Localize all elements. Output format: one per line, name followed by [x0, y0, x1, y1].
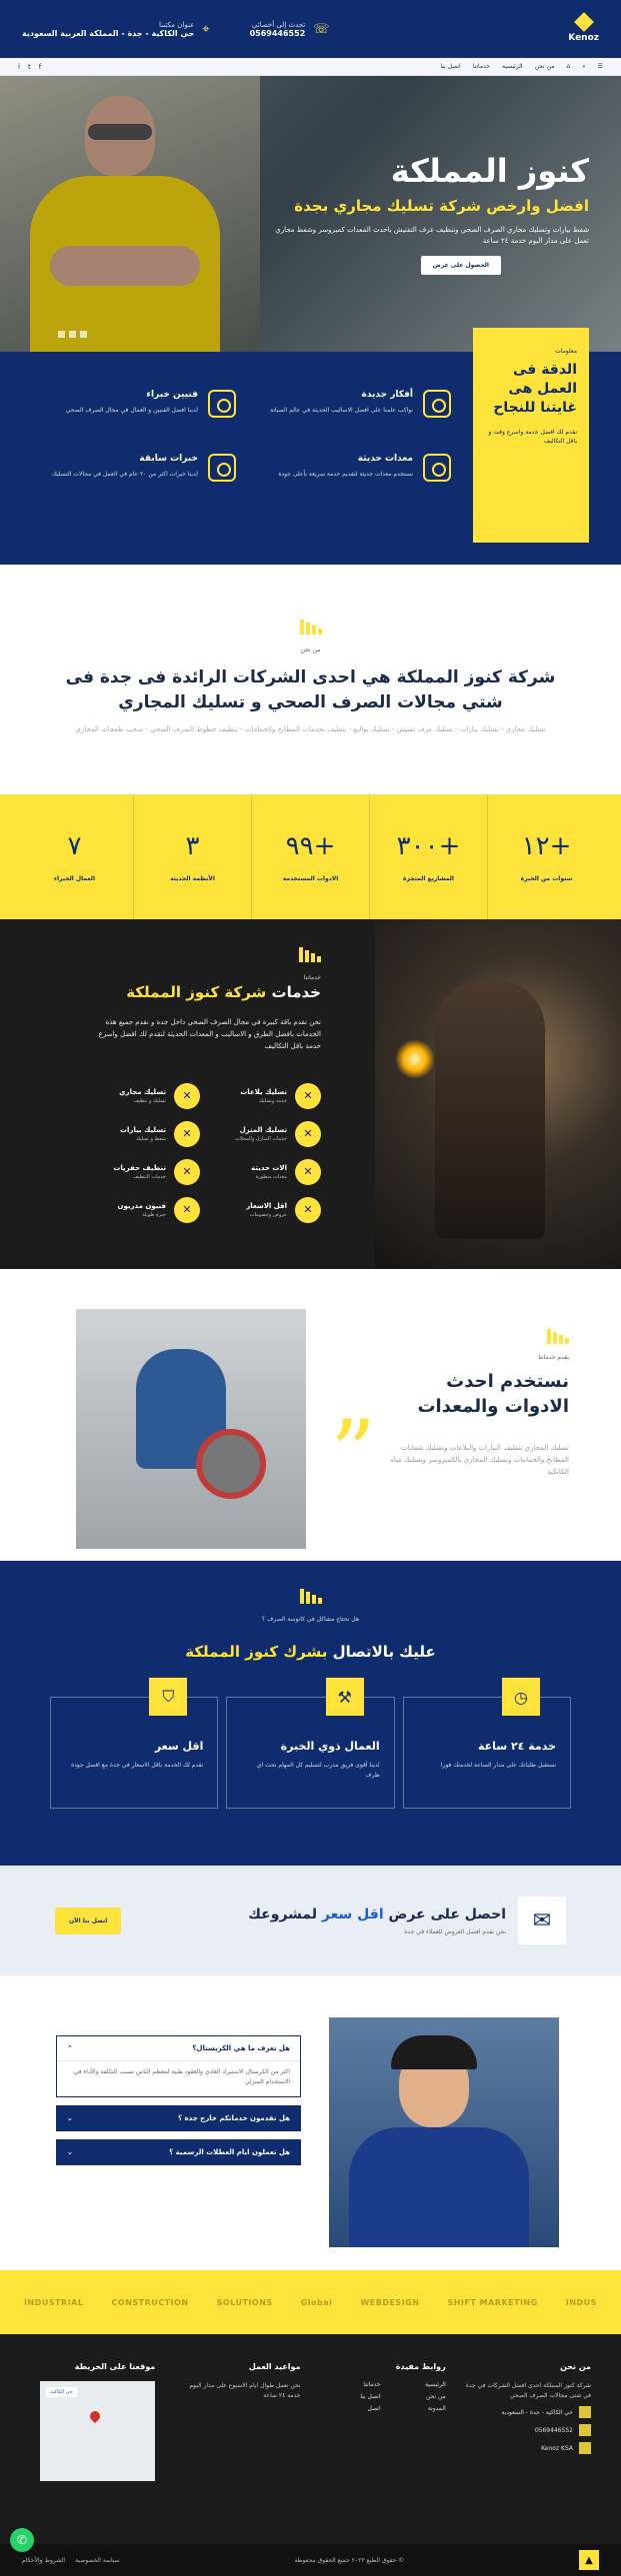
- stat-item: [16, 794, 133, 919]
- whatsapp-icon[interactable]: ✆: [10, 2528, 34, 2552]
- location-icon: [579, 2406, 591, 2418]
- location-label: عنوان مكتبنا: [158, 20, 195, 29]
- faq-list: [56, 2035, 301, 2173]
- location-pin-icon: ⌖: [202, 21, 210, 37]
- clock-icon: ◷: [502, 1678, 540, 1716]
- nav-item-home[interactable]: الرئيسية: [501, 63, 523, 70]
- stat-label: العمال الخبراء: [53, 875, 96, 882]
- services-small: خدماتنا: [303, 974, 321, 981]
- phone-number[interactable]: 0569446552: [249, 28, 306, 38]
- footer-phone[interactable]: 0569446552: [466, 2424, 591, 2436]
- wrench-icon: ✕: [174, 1197, 200, 1223]
- offer-section: [0, 1866, 621, 1975]
- logo-mark-icon: [574, 12, 594, 32]
- robot-arm-icon: [423, 454, 451, 482]
- partners-strip: [0, 2270, 621, 2334]
- why-title: عليك بالاتصال بشرك كنوز المملكة: [185, 1643, 436, 1661]
- service-item[interactable]: [212, 1121, 321, 1147]
- wrench-icon: ✕: [295, 1197, 321, 1223]
- feature-item: [51, 390, 236, 418]
- about-text: تسليك مجاري - تسليك بيارات - تسليك غرف تفتيش - تسليك بواليع - تنظيف بخدمات المطابخ والحمامات - تنظيف خطوط الصرف الصحي - سحب طفحات المجاري: [75, 725, 546, 734]
- footer-link[interactable]: الرئيسية: [425, 2381, 446, 2388]
- envelope-icon: ✉: [518, 1897, 566, 1944]
- hero-description: شفط بيارات وتسليك مجاري الصرف الصحي وتنظيف غرف التفتيش باحدث المعدات كمبروسر وشفط مجاري تعمل على مدار اليوم خدمة ٢٤ ساعة: [275, 226, 589, 245]
- about-section: [0, 565, 621, 794]
- service-item[interactable]: [91, 1197, 200, 1223]
- services-section: [0, 919, 621, 1269]
- footer-links-title: روابط مفيدة: [395, 2362, 446, 2371]
- hero-title: كنوز المملكة: [390, 152, 589, 190]
- partner-logo: INDUS: [565, 2297, 597, 2307]
- stat-label: الادوات المستخدمة: [282, 875, 339, 882]
- footer-map-title: موقعنا على الخريطة: [74, 2362, 156, 2371]
- stat-item: [133, 794, 251, 919]
- wrench-icon: ✕: [174, 1083, 200, 1109]
- why-card: [403, 1687, 571, 1809]
- footer-map: [30, 2362, 155, 2544]
- feature-item: [51, 454, 236, 482]
- why-small: هل نحتاج مشاكل في كانوسة الصرف ؟: [262, 1616, 359, 1623]
- bars-icon: [300, 620, 322, 635]
- tools-title: نستخدم احدث الادوات والمعدات: [417, 1371, 569, 1418]
- faq-question[interactable]: هل تعملون ايام العطلات الرسمية ؟: [169, 2148, 290, 2157]
- stat-label: المشاريع المنجزة: [403, 875, 454, 882]
- stat-value: +٣٠٠: [396, 831, 461, 861]
- top-bar: [0, 0, 621, 58]
- stat-value: ٣: [185, 831, 200, 861]
- slider-dot[interactable]: [80, 331, 87, 338]
- service-item[interactable]: [212, 1159, 321, 1185]
- precision-small: معلومات: [555, 348, 577, 355]
- service-title: فنيون مدربون: [117, 1201, 166, 1210]
- expert-worker-icon: [208, 390, 236, 418]
- nav-menu: [440, 63, 603, 71]
- service-item[interactable]: [212, 1197, 321, 1223]
- chevron-up-icon: ⌃: [67, 2044, 73, 2052]
- logo-text: Kenoz: [568, 33, 599, 43]
- bars-icon: [299, 947, 321, 962]
- phone-icon: [579, 2424, 591, 2436]
- get-quote-button[interactable]: الحصول على عرض: [421, 256, 501, 275]
- faq-question[interactable]: هل تعرف ما هي الكريستال؟: [192, 2044, 290, 2052]
- idea-gear-icon: [423, 390, 451, 418]
- footer-address: حي الكاكية - جدة - السعودية: [466, 2406, 591, 2418]
- drain-machine-image: [76, 1309, 306, 1549]
- partner-logo: WEBDESIGN: [360, 2297, 420, 2307]
- footer-link[interactable]: المدونة: [427, 2405, 446, 2412]
- partner-logo: Global: [300, 2297, 333, 2307]
- bars-icon: [300, 1589, 322, 1604]
- faq-question[interactable]: هل تقدمون خدماتكم خارج جدة ؟: [178, 2114, 290, 2123]
- stat-value: +٩٩: [285, 831, 336, 861]
- logo[interactable]: [568, 15, 599, 43]
- service-item[interactable]: [91, 1159, 200, 1185]
- features-section: [0, 348, 621, 565]
- feature-text: لدينا خبرات اكثر من ٢٠ عام في العمل في مجالات التسليك: [51, 471, 198, 478]
- hero-subtitle: افضل وارخص شركة تسليك مجاري بجدة: [294, 197, 589, 216]
- stat-item: [251, 794, 369, 919]
- slider-dot[interactable]: [58, 331, 65, 338]
- why-card-text: لدينا أقوى فريق مدرب لتسليم كل المهام تحت اي ظرف: [256, 1762, 380, 1779]
- feature-title: أفكار جديدة: [361, 390, 413, 400]
- facebook-icon[interactable]: f: [38, 62, 42, 71]
- partner-logo: SHIFT MARKETING: [447, 2297, 538, 2307]
- footer-about: [466, 2362, 591, 2544]
- feature-title: خبرات سابقة: [139, 454, 198, 464]
- instagram-icon[interactable]: i: [18, 62, 20, 71]
- services-content: [91, 947, 321, 1223]
- service-text: خبرة طويلة: [142, 1211, 166, 1218]
- why-card-title: خدمة ٢٤ ساعة: [478, 1740, 556, 1753]
- offer-subtitle: نحن نقدم افضل العروض للعملاء في جدة: [404, 1928, 506, 1935]
- service-text: خدمات المنازل والمحلات: [235, 1135, 287, 1142]
- quote-mark-icon: ”: [330, 1401, 377, 1506]
- service-title: الات حديثة: [251, 1163, 287, 1172]
- feature-item: [266, 454, 451, 482]
- footer-about-text: شركة كنوز المملكة احدى افضل الشركات في جدة في شتى مجالات الصرف الصحي: [465, 2382, 591, 2399]
- footer-hours-title: مواعيد العمل: [248, 2362, 301, 2371]
- phone-icon: ☏: [313, 21, 330, 37]
- features-grid: [51, 390, 451, 482]
- feature-title: فنيين خبراء: [146, 390, 198, 400]
- tools-description: تسليك المجاري تنظيف البيارات والبلاعات وتسليك شفايات المطابخ والحمامات وتسليك المجاري بالكمبروسر وتسليك مياه الكانكية: [390, 1444, 569, 1477]
- footer-hours: [175, 2362, 300, 2544]
- map-label: حي الكاكية: [46, 2387, 77, 2397]
- stat-value: +١٢: [521, 831, 572, 861]
- experience-chat-icon: [208, 454, 236, 482]
- map-embed[interactable]: [40, 2381, 155, 2481]
- wrench-icon: ✕: [295, 1159, 321, 1185]
- service-text: عروض وخصومات: [249, 1211, 287, 1218]
- why-section: [0, 1561, 621, 1866]
- search-icon[interactable]: ⌕: [582, 62, 586, 70]
- footer: [0, 2334, 621, 2544]
- tools-section: [0, 1269, 621, 1561]
- nav-item-about[interactable]: من نحن: [534, 63, 555, 70]
- stat-value: ٧: [67, 831, 82, 861]
- feature-text: نستخدم معدات حديثة لتقديم خدمة سريعة بأعلى جودة: [278, 471, 413, 478]
- contact-now-button[interactable]: اتصل بنا الآن: [55, 1908, 121, 1934]
- chevron-down-icon: ⌄: [67, 2148, 73, 2157]
- bottom-bar: [0, 2544, 621, 2576]
- service-item[interactable]: [91, 1121, 200, 1147]
- privacy-link[interactable]: سياسة الخصوصية: [75, 2556, 120, 2564]
- wrench-icon: ✕: [295, 1083, 321, 1109]
- wrench-icon: ✕: [295, 1121, 321, 1147]
- smiling-worker-image: [329, 2017, 559, 2247]
- faq-section: [0, 1975, 621, 2270]
- service-title: تسليك بلاعات: [240, 1087, 287, 1096]
- service-text: تسليك و تنظيف: [133, 1097, 166, 1104]
- feature-text: لدينا افضل الفنيين و العمال في مجال الصرف الصحي: [65, 407, 198, 414]
- service-title: تسليك مجاري: [119, 1087, 166, 1096]
- footer-hours-text: نحن نعمل طوال ايام الاسبوع على مدار اليوم خدمة ٢٤ ساعة: [189, 2382, 301, 2399]
- hero-text: [259, 154, 589, 246]
- slider-dot[interactable]: [69, 331, 76, 338]
- wrench-icon: ✕: [174, 1159, 200, 1185]
- why-card-title: العمال ذوي الخبرة: [280, 1740, 380, 1753]
- service-item[interactable]: [212, 1083, 321, 1109]
- welder-image: [375, 919, 621, 1269]
- feature-text: نواكب علمنا على افضل الاساليب الحديثة في عالم الصيانة: [270, 407, 413, 414]
- footer-brand: Kenoz KSA: [466, 2442, 591, 2454]
- why-card-text: نستقبل طلباتك على مدار الساعة لخدمتك فورا: [440, 1762, 556, 1769]
- services-text: نحن نقدم باقة كبيرة في مجال الصرف الصحي داخل جدة و نقدم جميع هذة الخدمات بافضل الطرق و الاساليب و المعدات الحديثة لنقدم لك افضل واسرع خدمة باقل التكاليف: [98, 1018, 321, 1050]
- location-contact: [22, 21, 210, 38]
- footer-link[interactable]: اتصل بنا: [360, 2393, 381, 2400]
- menu-icon[interactable]: ☰: [597, 63, 603, 70]
- service-text: معدات متطورة: [255, 1173, 287, 1180]
- nav-item-contact[interactable]: اتصل بنا: [440, 63, 461, 70]
- why-card-text: نقدم لك الخدمة باقل الاسعار في جدة مع افضل جودة: [70, 1762, 204, 1769]
- worker-icon: ⚒: [326, 1678, 364, 1716]
- social-links: [18, 63, 41, 71]
- service-item[interactable]: [91, 1083, 200, 1109]
- footer-link[interactable]: من نحن: [425, 2393, 446, 2400]
- wrench-icon: ✕: [174, 1121, 200, 1147]
- why-card: [50, 1687, 218, 1809]
- services-grid: [91, 1083, 321, 1223]
- why-cards: [0, 1687, 621, 1809]
- stat-label: سنوات من الخبرة: [520, 875, 573, 882]
- service-title: تنظيف حفريات: [113, 1163, 166, 1172]
- partner-logo: INDUSTRIAL: [24, 2297, 84, 2307]
- twitter-icon[interactable]: t: [27, 62, 31, 71]
- faq-item[interactable]: [56, 2035, 301, 2097]
- feature-item: [266, 390, 451, 418]
- nav-item-services[interactable]: خدماتنا: [472, 63, 490, 70]
- terms-link[interactable]: الشروط والأحكام: [22, 2556, 66, 2564]
- mail-icon: [579, 2442, 591, 2454]
- stat-item: [369, 794, 487, 919]
- service-text: خدمة وتسليك: [258, 1097, 287, 1104]
- faq-answer: اكثر من الكرستال الاستيراد العادي والعقود طيبة لمعظم الناس بسبب التكلفة والأداء في الاستخدام المنزلي: [57, 2060, 300, 2096]
- footer-link[interactable]: خدماتنا: [363, 2381, 381, 2388]
- footer-link[interactable]: اتصل: [367, 2405, 381, 2412]
- stat-item: [487, 794, 605, 919]
- footer-about-title: من نحن: [560, 2362, 591, 2371]
- copyright: © حقوق الطبع ٢٠٢٣ جميع الحقوق محفوظة: [294, 2556, 405, 2564]
- precision-title: الدقة فى العمل هى غايتنا للنجاح: [493, 362, 577, 416]
- faq-item[interactable]: [56, 2139, 301, 2165]
- service-text: شفط و تسليك: [135, 1135, 166, 1142]
- bars-icon: [547, 1329, 569, 1344]
- services-title: خدمات شركة كنوز المملكة: [126, 983, 321, 1001]
- precision-text: نقدم لك افضل خدمة واسرع وقت و باقل التكاليف: [488, 428, 577, 446]
- chevron-down-icon: ⌄: [67, 2114, 73, 2123]
- service-title: تسليك المنزل: [239, 1125, 287, 1134]
- main-nav: [0, 58, 621, 76]
- home-icon[interactable]: ⌂: [566, 63, 571, 70]
- hero-section: [0, 76, 621, 360]
- partner-logo: SOLUTIONS: [216, 2297, 273, 2307]
- tools-small: يقدم خدماتنا: [538, 1354, 569, 1361]
- why-card: [226, 1687, 394, 1809]
- feature-title: معدات حديثة: [357, 454, 413, 464]
- slider-dots: [58, 331, 87, 338]
- partner-logo: CONSTRUCTION: [111, 2297, 189, 2307]
- service-text: خدمات التنظيف: [133, 1173, 166, 1180]
- tools-text: [379, 1329, 569, 1479]
- location-text: حي الكاكية - جدة - المملكة العربية السعودية: [22, 28, 195, 38]
- about-title: شركة كنوز المملكة هي احدى الشركات الرائدة فى جدة فى شتي مجالات الصرف الصحي و تسليك المجاري: [65, 667, 556, 712]
- tag-icon: ⛉: [149, 1678, 187, 1716]
- offer-title: احصل على عرض اقل سعر لمشروعك: [248, 1906, 506, 1923]
- why-card-title: اقل سعر: [154, 1740, 204, 1753]
- service-title: تسليك بيارات: [120, 1125, 166, 1134]
- phone-contact[interactable]: [250, 21, 330, 38]
- footer-links: [321, 2362, 446, 2544]
- precision-box: [473, 328, 589, 543]
- about-small: من نحن: [300, 646, 321, 653]
- map-pin-icon: [88, 2409, 102, 2423]
- service-title: اقل الاسعار: [246, 1201, 287, 1210]
- back-to-top-button[interactable]: ▲: [579, 2550, 599, 2570]
- stats-section: [0, 794, 621, 919]
- stat-label: الأنظمة الحديثة: [170, 875, 215, 882]
- phone-label: تحدث إلى أخصائي: [251, 20, 306, 29]
- faq-item[interactable]: [56, 2105, 301, 2131]
